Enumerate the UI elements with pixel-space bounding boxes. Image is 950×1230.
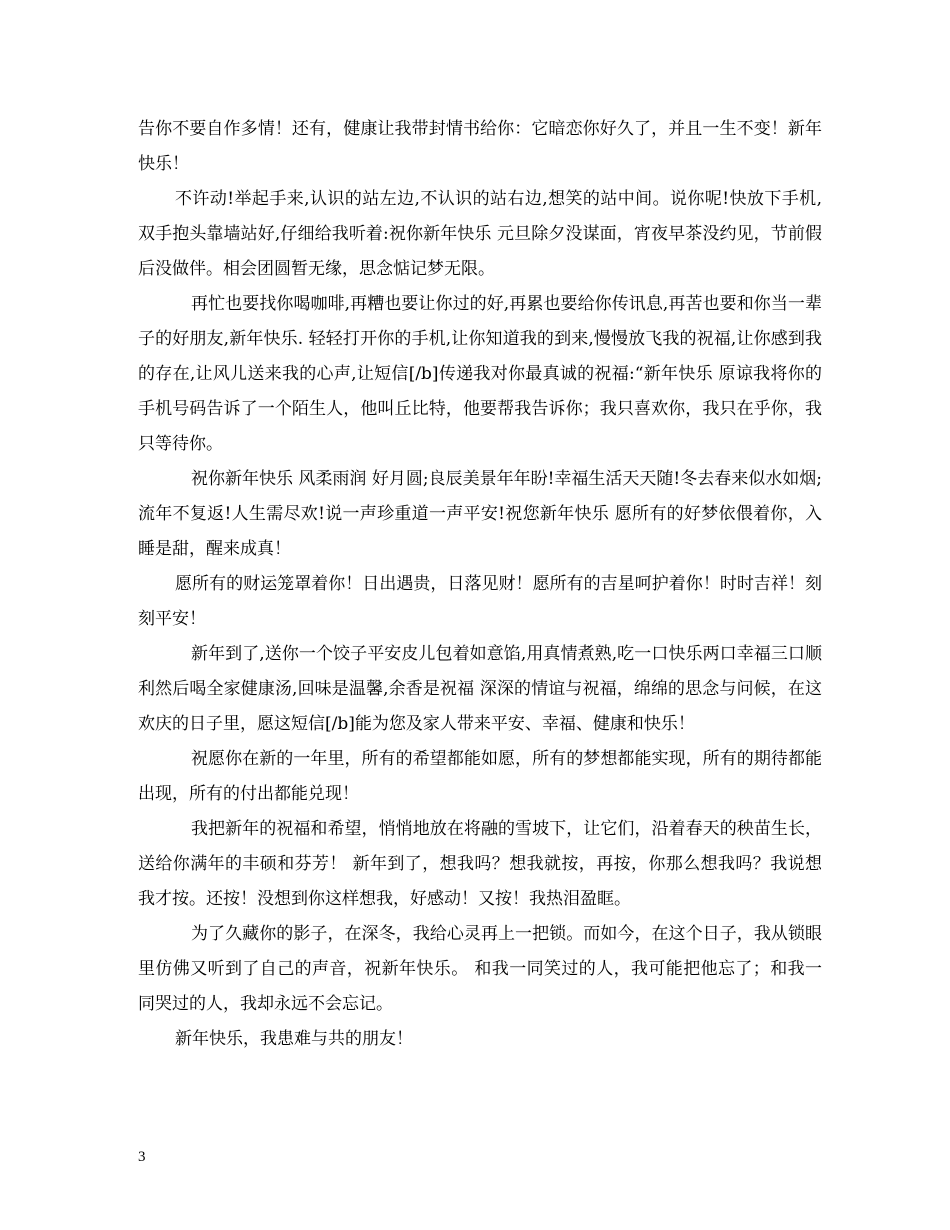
paragraph-3: 再忙也要找你喝咖啡,再糟也要让你过的好,再累也要给你传讯息,再苦也要和你当一辈子的好朋友,新年快乐. 轻轻打开你的手机,让你知道我的到来,慢慢放飞我的祝福,让你感到我的存在,让风儿送来我的心声,让短信[/b]传递我对你最真诚的祝福:“新年快乐 原谅我将你的手机号码告诉了一个陌生人，他叫丘比特，他要帮我告诉你；我只喜欢你，我只在乎你，我只等待你。 [138, 294, 822, 454]
paragraph-10: 新年快乐，我患难与共的朋友！ [175, 1029, 413, 1049]
paragraph-6: 新年到了,送你一个饺子平安皮儿包着如意馅,用真情煮熟,吃一口快乐两口幸福三口顺利然后喝全家健康汤,回味是温馨,余香是祝福 深深的情谊与祝福，绵绵的思念与问候，在这欢庆的日子里，愿这短信[/b]能为您及家人带来平安、幸福、健康和快乐！ [138, 644, 822, 734]
paragraph-9: 为了久藏你的影子，在深冬，我给心灵再上一把锁。而如今，在这个日子，我从锁眼里仿佛又听到了自己的声音，祝新年快乐。 和我一同笑过的人，我可能把他忘了；和我一同哭过的人，我却永远不会忘记。 [138, 924, 822, 1014]
paragraph-4: 祝你新年快乐 风柔雨润 好月圆;良辰美景年年盼!幸福生活天天随!冬去春来似水如烟;流年不复返!人生需尽欢!说一声珍重道一声平安!祝您新年快乐 愿所有的好梦依偎着你，入睡是甜，醒来成真！ [138, 469, 822, 559]
paragraph-5: 愿所有的财运笼罩着你！日出遇贵，日落见财！愿所有的吉星呵护着你！时时吉祥！刻刻平安！ [138, 574, 822, 629]
page-number: 3 [138, 1149, 146, 1165]
paragraph-1: 告你不要自作多情！还有，健康让我带封情书给你：它暗恋你好久了，并且一生不变！新年快乐！ [138, 119, 822, 174]
document-body [138, 112, 822, 1057]
paragraph-7: 祝愿你在新的一年里，所有的希望都能如愿，所有的梦想都能实现，所有的期待都能出现，所有的付出都能兑现！ [138, 749, 822, 804]
paragraph-2: 不许动!举起手来,认识的站左边,不认识的站右边,想笑的站中间。说你呢!快放下手机,双手抱头靠墙站好,仔细给我听着:祝你新年快乐 元旦除夕没谋面，宵夜早茶没约见，节前假后没做伴。相会团圆暂无缘，思念惦记梦无限。 [138, 189, 822, 279]
paragraph-8: 我把新年的祝福和希望，悄悄地放在将融的雪坡下，让它们，沿着春天的秧苗生长，送给你满年的丰硕和芬芳！ 新年到了，想我吗？想我就按，再按，你那么想我吗？我说想我才按。还按！没想到你这样想我，好感动！又按！我热泪盈眶。 [138, 819, 822, 909]
